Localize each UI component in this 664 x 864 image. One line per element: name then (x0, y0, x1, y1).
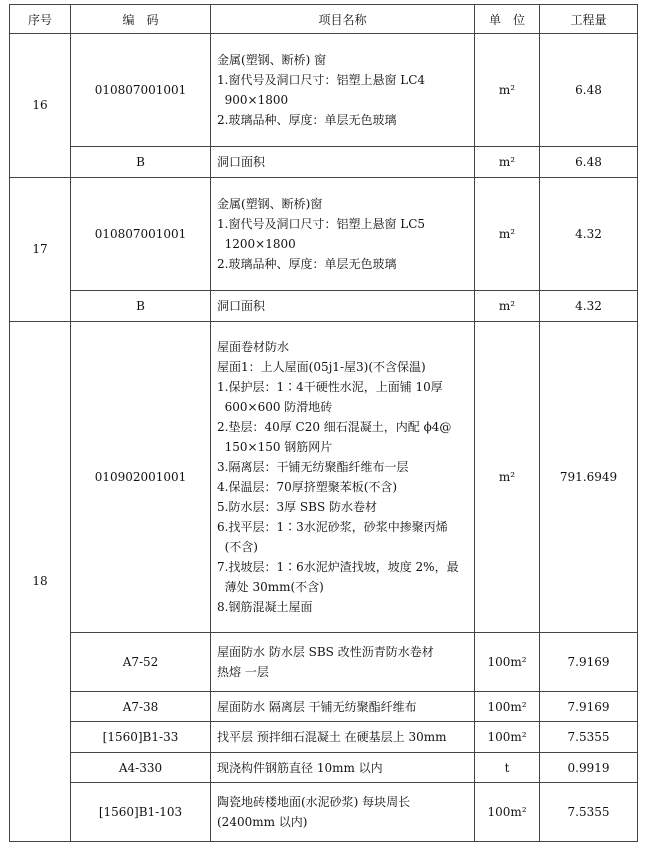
name-line: 7.找坡层：1∶6水泥炉渣找坡，坡度 2%，最 (217, 559, 459, 574)
name-line: 金属(塑钢、断桥)窗 (217, 196, 323, 211)
name-line: 热熔 一层 (217, 665, 269, 680)
name-line: 2.玻璃品种、厚度：单层无色玻璃 (217, 256, 397, 271)
unit-cell: m² (475, 34, 540, 147)
unit-cell: m² (475, 291, 540, 321)
name-line: 150×150 钢筋网片 (217, 439, 333, 454)
name-line: 屋面防水 隔离层 干铺无纺聚酯纤维布 (217, 699, 417, 714)
code-cell: A7-38 (71, 692, 211, 722)
code-cell: B (71, 147, 211, 177)
code-cell: 010807001001 (71, 177, 211, 290)
header-seq: 序号 (10, 5, 71, 34)
table-row (10, 34, 638, 147)
quantity-table (9, 4, 638, 842)
unit-cell: m² (475, 147, 540, 177)
qty-cell: 7.5355 (540, 783, 638, 842)
name-cell (211, 752, 475, 782)
qty-cell: 7.9169 (540, 692, 638, 722)
name-line: 找平层 预拌细石混凝土 在硬基层上 30mm (217, 730, 447, 745)
name-line: 1.窗代号及洞口尺寸：铝塑上悬窗 LC4 (217, 73, 426, 88)
name-line: (不含) (217, 539, 258, 554)
name-cell (211, 633, 475, 692)
unit-cell: t (475, 752, 540, 782)
name-line: 2.垫层：40厚 C20 细石混凝土，内配 ϕ4@ (217, 419, 452, 434)
unit-cell: m² (475, 321, 540, 633)
name-line: 洞口面积 (217, 155, 266, 170)
name-cell (211, 321, 475, 633)
table-row (10, 722, 638, 752)
name-line: 陶瓷地砖楼地面(水泥砂浆) 每块周长 (217, 795, 411, 810)
name-line: 8.钢筋混凝土屋面 (217, 599, 313, 614)
header-name: 项目名称 (211, 5, 475, 34)
name-line: 屋面防水 防水层 SBS 改性沥青防水卷材 (217, 645, 434, 660)
qty-cell: 4.32 (540, 177, 638, 290)
code-cell: A7-52 (71, 633, 211, 692)
code-cell: B (71, 291, 211, 321)
code-cell: A4-330 (71, 752, 211, 782)
code-cell: [1560]B1-103 (71, 783, 211, 842)
seq-cell: 16 (10, 34, 71, 178)
name-line: 1.窗代号及洞口尺寸：铝塑上悬窗 LC5 (217, 216, 426, 231)
unit-cell: 100m² (475, 692, 540, 722)
name-cell (211, 722, 475, 752)
name-line: (2400mm 以内) (217, 815, 308, 830)
name-line: 600×600 防滑地砖 (217, 399, 333, 414)
code-cell: [1560]B1-33 (71, 722, 211, 752)
table-row (10, 177, 638, 290)
name-line: 现浇构件钢筋直径 10mm 以内 (217, 760, 383, 775)
qty-cell: 6.48 (540, 34, 638, 147)
name-line: 屋面卷材防水 (217, 339, 290, 354)
table-row (10, 147, 638, 177)
qty-cell: 0.9919 (540, 752, 638, 782)
header-unit: 单 位 (475, 5, 540, 34)
quantity-table-sheet (9, 4, 637, 842)
name-line: 6.找平层：1∶3水泥砂浆，砂浆中掺聚丙烯 (217, 519, 448, 534)
name-line: 金属(塑钢、断桥) 窗 (217, 53, 327, 68)
header-row (10, 5, 638, 34)
unit-cell: m² (475, 177, 540, 290)
seq-cell: 17 (10, 177, 71, 321)
unit-cell: 100m² (475, 722, 540, 752)
unit-cell: 100m² (475, 633, 540, 692)
name-line: 5.防水层：3厚 SBS 防水卷材 (217, 499, 377, 514)
table-row (10, 291, 638, 321)
name-line: 薄处 30mm(不含) (217, 579, 324, 594)
code-cell: 010807001001 (71, 34, 211, 147)
seq-cell: 18 (10, 321, 71, 841)
table-row (10, 321, 638, 633)
table-row (10, 633, 638, 692)
name-cell (211, 147, 475, 177)
name-line: 2.玻璃品种、厚度：单层无色玻璃 (217, 113, 397, 128)
name-line: 屋面1：上人屋面(05j1-屋3)(不含保温) (217, 359, 426, 374)
qty-cell: 7.9169 (540, 633, 638, 692)
name-cell (211, 291, 475, 321)
qty-cell: 6.48 (540, 147, 638, 177)
qty-cell: 4.32 (540, 291, 638, 321)
name-cell (211, 177, 475, 290)
table-row (10, 752, 638, 782)
code-cell: 010902001001 (71, 321, 211, 633)
name-line: 1.保护层：1∶4干硬性水泥，上面铺 10厚 (217, 379, 443, 394)
name-line: 3.隔离层：干铺无纺聚酯纤维布一层 (217, 459, 409, 474)
qty-cell: 791.6949 (540, 321, 638, 633)
name-line: 4.保温层：70厚挤塑聚苯板(不含) (217, 479, 398, 494)
name-line: 900×1800 (217, 93, 289, 108)
header-code: 编 码 (71, 5, 211, 34)
name-line: 洞口面积 (217, 298, 266, 313)
name-line: 1200×1800 (217, 236, 296, 251)
name-cell (211, 34, 475, 147)
table-row (10, 783, 638, 842)
name-cell (211, 692, 475, 722)
qty-cell: 7.5355 (540, 722, 638, 752)
unit-cell: 100m² (475, 783, 540, 842)
table-row (10, 692, 638, 722)
name-cell (211, 783, 475, 842)
header-qty: 工程量 (540, 5, 638, 34)
